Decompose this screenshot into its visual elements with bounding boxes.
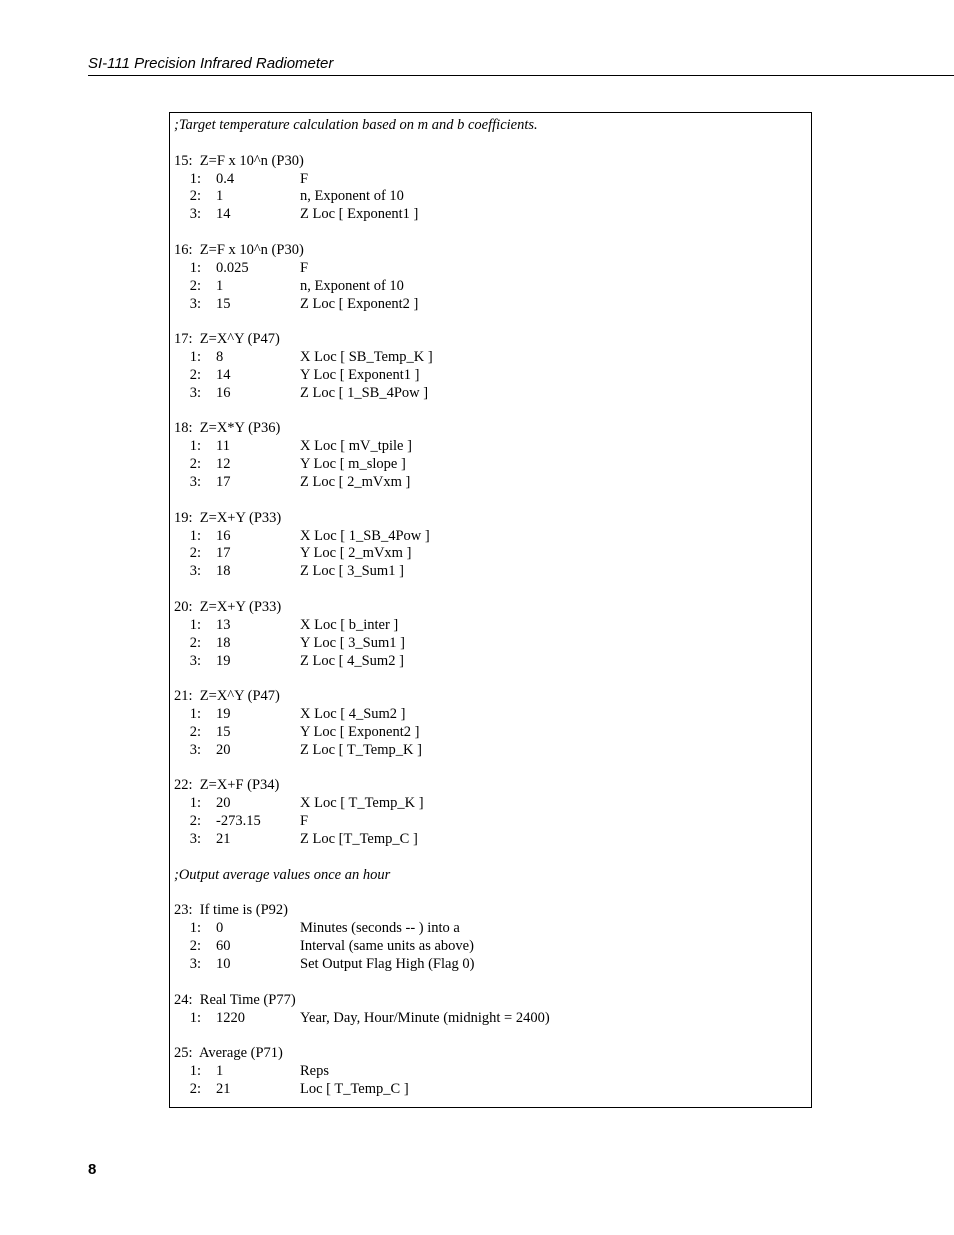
param-description: Z Loc [ 2_mVxm ]: [300, 474, 411, 490]
param-number: 1:: [189, 706, 201, 723]
param-value: -273.15: [216, 813, 261, 830]
param-value: 20: [216, 795, 231, 812]
param-description: X Loc [ 4_Sum2 ]: [300, 706, 406, 723]
param-number: 1:: [189, 438, 201, 455]
param-number: 3:: [189, 295, 201, 312]
header-rule: [88, 75, 954, 76]
param-description: X Loc [ mV_tpile ]: [300, 438, 412, 455]
param-description: Interval (same units as above): [300, 938, 474, 955]
instruction-line: 18: Z=X*Y (P36): [174, 420, 281, 437]
param-description: Z Loc [T_Temp_C ]: [300, 831, 418, 847]
param-value: 17: [216, 545, 231, 562]
param-value: 0.4: [216, 170, 235, 187]
param-value: 18: [216, 563, 231, 580]
param-description: Y Loc [ Exponent1 ]: [300, 366, 420, 383]
instruction-line: 19: Z=X+Y (P33): [174, 509, 282, 526]
param-value: 20: [216, 741, 231, 758]
param-description: Loc [ T_Temp_C ]: [300, 1080, 409, 1097]
param-number: 3:: [189, 384, 201, 401]
param-value: 15: [216, 295, 231, 312]
param-value: 0.025: [216, 259, 249, 276]
param-description: Z Loc [ 1_SB_4Pow ]: [300, 384, 429, 401]
param-number: 2:: [189, 634, 201, 651]
param-description: F: [300, 813, 309, 830]
param-description: X Loc [ SB_Temp_K ]: [300, 349, 433, 366]
param-value: 11: [216, 438, 230, 455]
param-value: 14: [216, 206, 231, 223]
param-number: 2:: [189, 813, 201, 830]
param-value: 60: [216, 938, 231, 955]
param-number: 1:: [189, 616, 201, 633]
param-description: F: [300, 170, 309, 187]
param-value: 16: [216, 384, 231, 401]
param-description: Z Loc [ T_Temp_K ]: [300, 741, 422, 758]
param-value: 18: [216, 634, 231, 651]
instruction-line: 20: Z=X+Y (P33): [174, 598, 282, 615]
param-number: 1:: [189, 170, 201, 187]
instruction-line: 16: Z=F x 10^n (P30): [174, 241, 304, 258]
param-description: Z Loc [ Exponent2 ]: [300, 295, 419, 312]
param-value: 16: [216, 527, 231, 544]
param-value: 8: [216, 349, 224, 366]
program-listing-box: [169, 112, 812, 1108]
param-description: X Loc [ 1_SB_4Pow ]: [300, 527, 430, 544]
param-description: Minutes (seconds -- ) into a: [300, 920, 460, 937]
param-value: 15: [216, 723, 231, 740]
instruction-line: 17: Z=X^Y (P47): [174, 331, 280, 348]
param-value: 14: [216, 366, 231, 383]
param-number: 3:: [189, 206, 201, 223]
param-description: Z Loc [ 3_Sum1 ]: [300, 563, 404, 580]
param-value: 1: [216, 1063, 224, 1080]
param-value: 1: [216, 277, 224, 294]
param-value: 12: [216, 456, 231, 473]
param-value: 13: [216, 616, 231, 633]
param-description: Y Loc [ 3_Sum1 ]: [300, 634, 405, 651]
param-number: 2:: [189, 545, 201, 562]
param-description: X Loc [ b_inter ]: [300, 616, 399, 633]
param-number: 2:: [189, 456, 201, 473]
param-description: Z Loc [ Exponent1 ]: [300, 206, 419, 223]
param-number: 2:: [189, 1080, 201, 1097]
param-number: 2:: [189, 723, 201, 740]
param-description: n, Exponent of 10: [300, 188, 404, 205]
param-value: 21: [216, 831, 231, 847]
param-value: 17: [216, 474, 231, 490]
param-description: Y Loc [ Exponent2 ]: [300, 723, 420, 740]
param-value: 19: [216, 652, 231, 669]
param-description: X Loc [ T_Temp_K ]: [300, 795, 424, 812]
param-number: 1:: [189, 1009, 201, 1026]
param-description: F: [300, 259, 309, 276]
param-number: 1:: [189, 1063, 201, 1080]
param-number: 3:: [189, 652, 201, 669]
instruction-line: 15: Z=F x 10^n (P30): [174, 152, 304, 169]
instruction-line: 23: If time is (P92): [174, 902, 288, 919]
param-description: n, Exponent of 10: [300, 277, 404, 294]
param-number: 2:: [189, 366, 201, 383]
param-value: 19: [216, 706, 231, 723]
program-comment: ;Target temperature calculation based on m and b coefficients.: [174, 117, 538, 133]
param-number: 3:: [189, 831, 201, 847]
page-number: 8: [88, 1161, 97, 1178]
instruction-line: 21: Z=X^Y (P47): [174, 688, 280, 705]
param-number: 3:: [189, 474, 201, 490]
instruction-line: 24: Real Time (P77): [174, 991, 296, 1008]
param-description: Y Loc [ 2_mVxm ]: [300, 545, 412, 562]
param-number: 2:: [189, 277, 201, 294]
param-value: 21: [216, 1080, 231, 1097]
param-number: 3:: [189, 955, 201, 972]
param-description: Year, Day, Hour/Minute (midnight = 2400): [300, 1009, 550, 1026]
param-number: 2:: [189, 188, 201, 205]
param-value: 10: [216, 955, 231, 972]
param-description: Z Loc [ 4_Sum2 ]: [300, 652, 404, 669]
param-number: 1:: [189, 920, 201, 937]
param-number: 2:: [189, 938, 201, 955]
param-value: 1: [216, 188, 224, 205]
param-number: 1:: [189, 527, 201, 544]
param-description: Y Loc [ m_slope ]: [300, 456, 406, 473]
instruction-line: 22: Z=X+F (P34): [174, 777, 280, 794]
param-value: 1220: [216, 1009, 245, 1026]
instruction-line: 25: Average (P71): [174, 1045, 283, 1062]
page-header-title: SI-111 Precision Infrared Radiometer: [88, 55, 334, 72]
param-value: 0: [216, 920, 224, 937]
program-comment: ;Output average values once an hour: [174, 866, 391, 883]
param-number: 1:: [189, 795, 201, 812]
param-description: Set Output Flag High (Flag 0): [300, 955, 475, 972]
param-number: 3:: [189, 741, 201, 758]
param-number: 1:: [189, 259, 201, 276]
param-number: 1:: [189, 349, 201, 366]
param-number: 3:: [189, 563, 201, 580]
param-description: Reps: [300, 1063, 329, 1080]
